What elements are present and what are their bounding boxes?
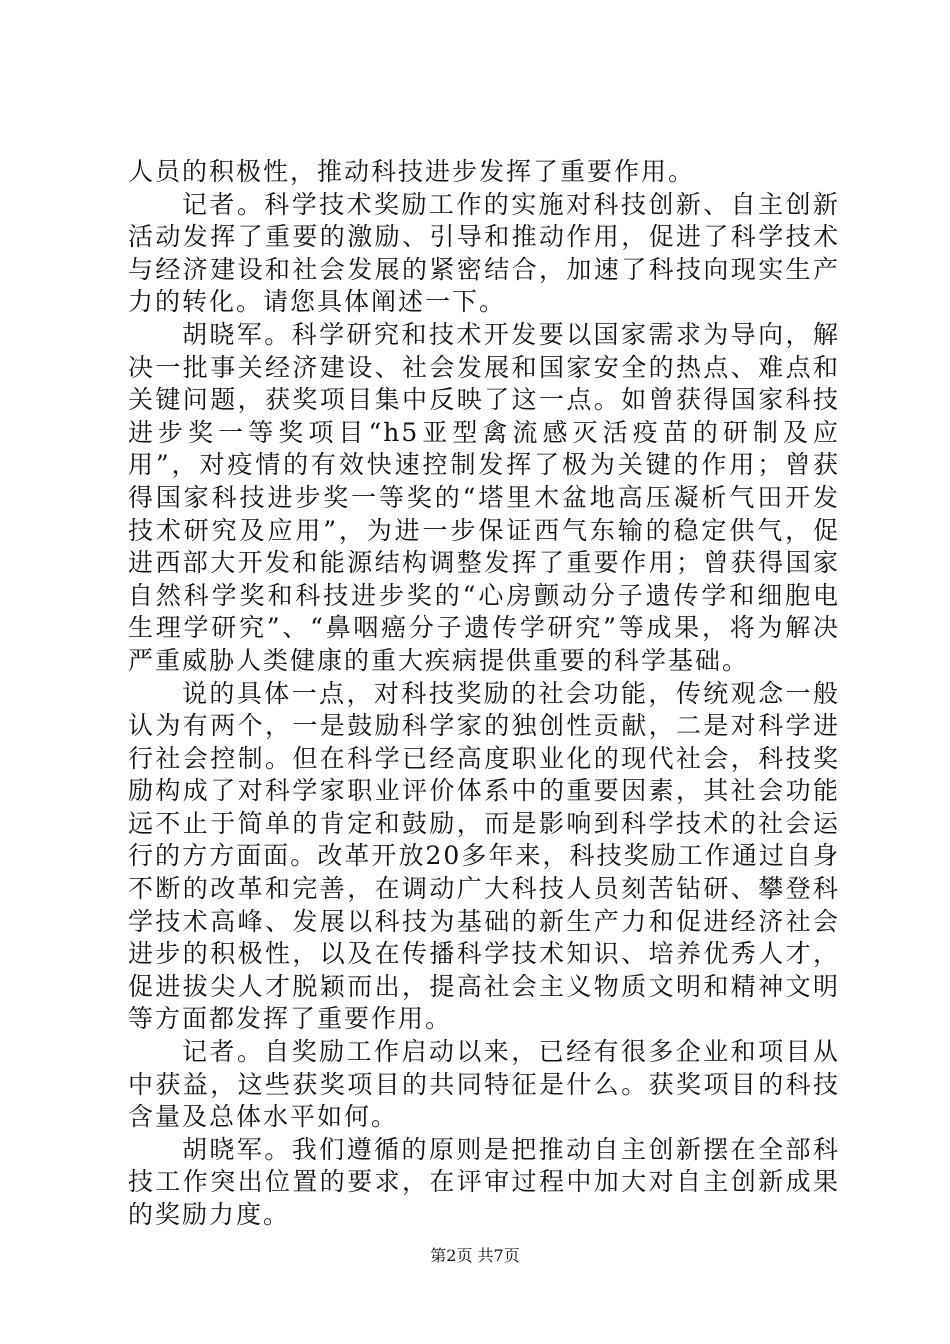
paragraph: 胡晓军。科学研究和技术开发要以国家需求为导向，解决一批事关经济建设、社会发展和国家安全的热点、难点和关键问题，获奖项目集中反映了这一点。如曾获得国家科技进步奖一等奖项目“h5亚型禽流感灭活疫苗的研制及应用”，对疫情的有效快速控制发挥了极为关键的作用；曾获得国家科技进步奖一等奖的“塔里木盆地高压凝析气田开发技术研究及应用”，为进一步保证西气东输的稳定供气，促进西部大开发和能源结构调整发挥了重要作用；曾获得国家自然科学奖和科技进步奖的“心房颤动分子遗传学和细胞电生理学研究”、“鼻咽癌分子遗传学研究”等成果，将为解决严重威胁人类健康的重大疾病提供重要的科学基础。 (128, 319, 840, 675)
document-body (128, 156, 840, 1232)
paragraph: 记者。科学技术奖励工作的实施对科技创新、自主创新活动发挥了重要的激励、引导和推动作用，促进了科学技术与经济建设和社会发展的紧密结合，加速了科技向现实生产力的转化。请您具体阐述一下。 (128, 189, 840, 317)
page-number-footer: 第2页 共7页 (430, 1246, 520, 1265)
paragraph: 说的具体一点，对科技奖励的社会功能，传统观念一般认为有两个，一是鼓励科学家的独创性贡献，二是对科学进行社会控制。但在科学已经高度职业化的现代社会，科技奖励构成了对科学家职业评价体系中的重要因素，其社会功能远不止于简单的肯定和鼓励，而是影响到科学技术的社会运行的方方面面。改革开放20多年来，科技奖励工作通过自身不断的改革和完善，在调动广大科技人员刻苦钻研、攀登科学技术高峰、发展以科技为基础的新生产力和促进经济社会进步的积极性，以及在传播科学技术知识、培养优秀人才，促进拔尖人才脱颖而出，提高社会主义物质文明和精神文明等方面都发挥了重要作用。 (128, 678, 840, 1034)
paragraph: 人员的积极性，推动科技进步发挥了重要作用。 (128, 157, 696, 186)
paragraph: 胡晓军。我们遵循的原则是把推动自主创新摆在全部科技工作突出位置的要求，在评审过程中加大对自主创新成果的奖励力度。 (128, 1134, 840, 1229)
paragraph: 记者。自奖励工作启动以来，已经有很多企业和项目从中获益，这些获奖项目的共同特征是什么。获奖项目的科技含量及总体水平如何。 (128, 1037, 840, 1132)
